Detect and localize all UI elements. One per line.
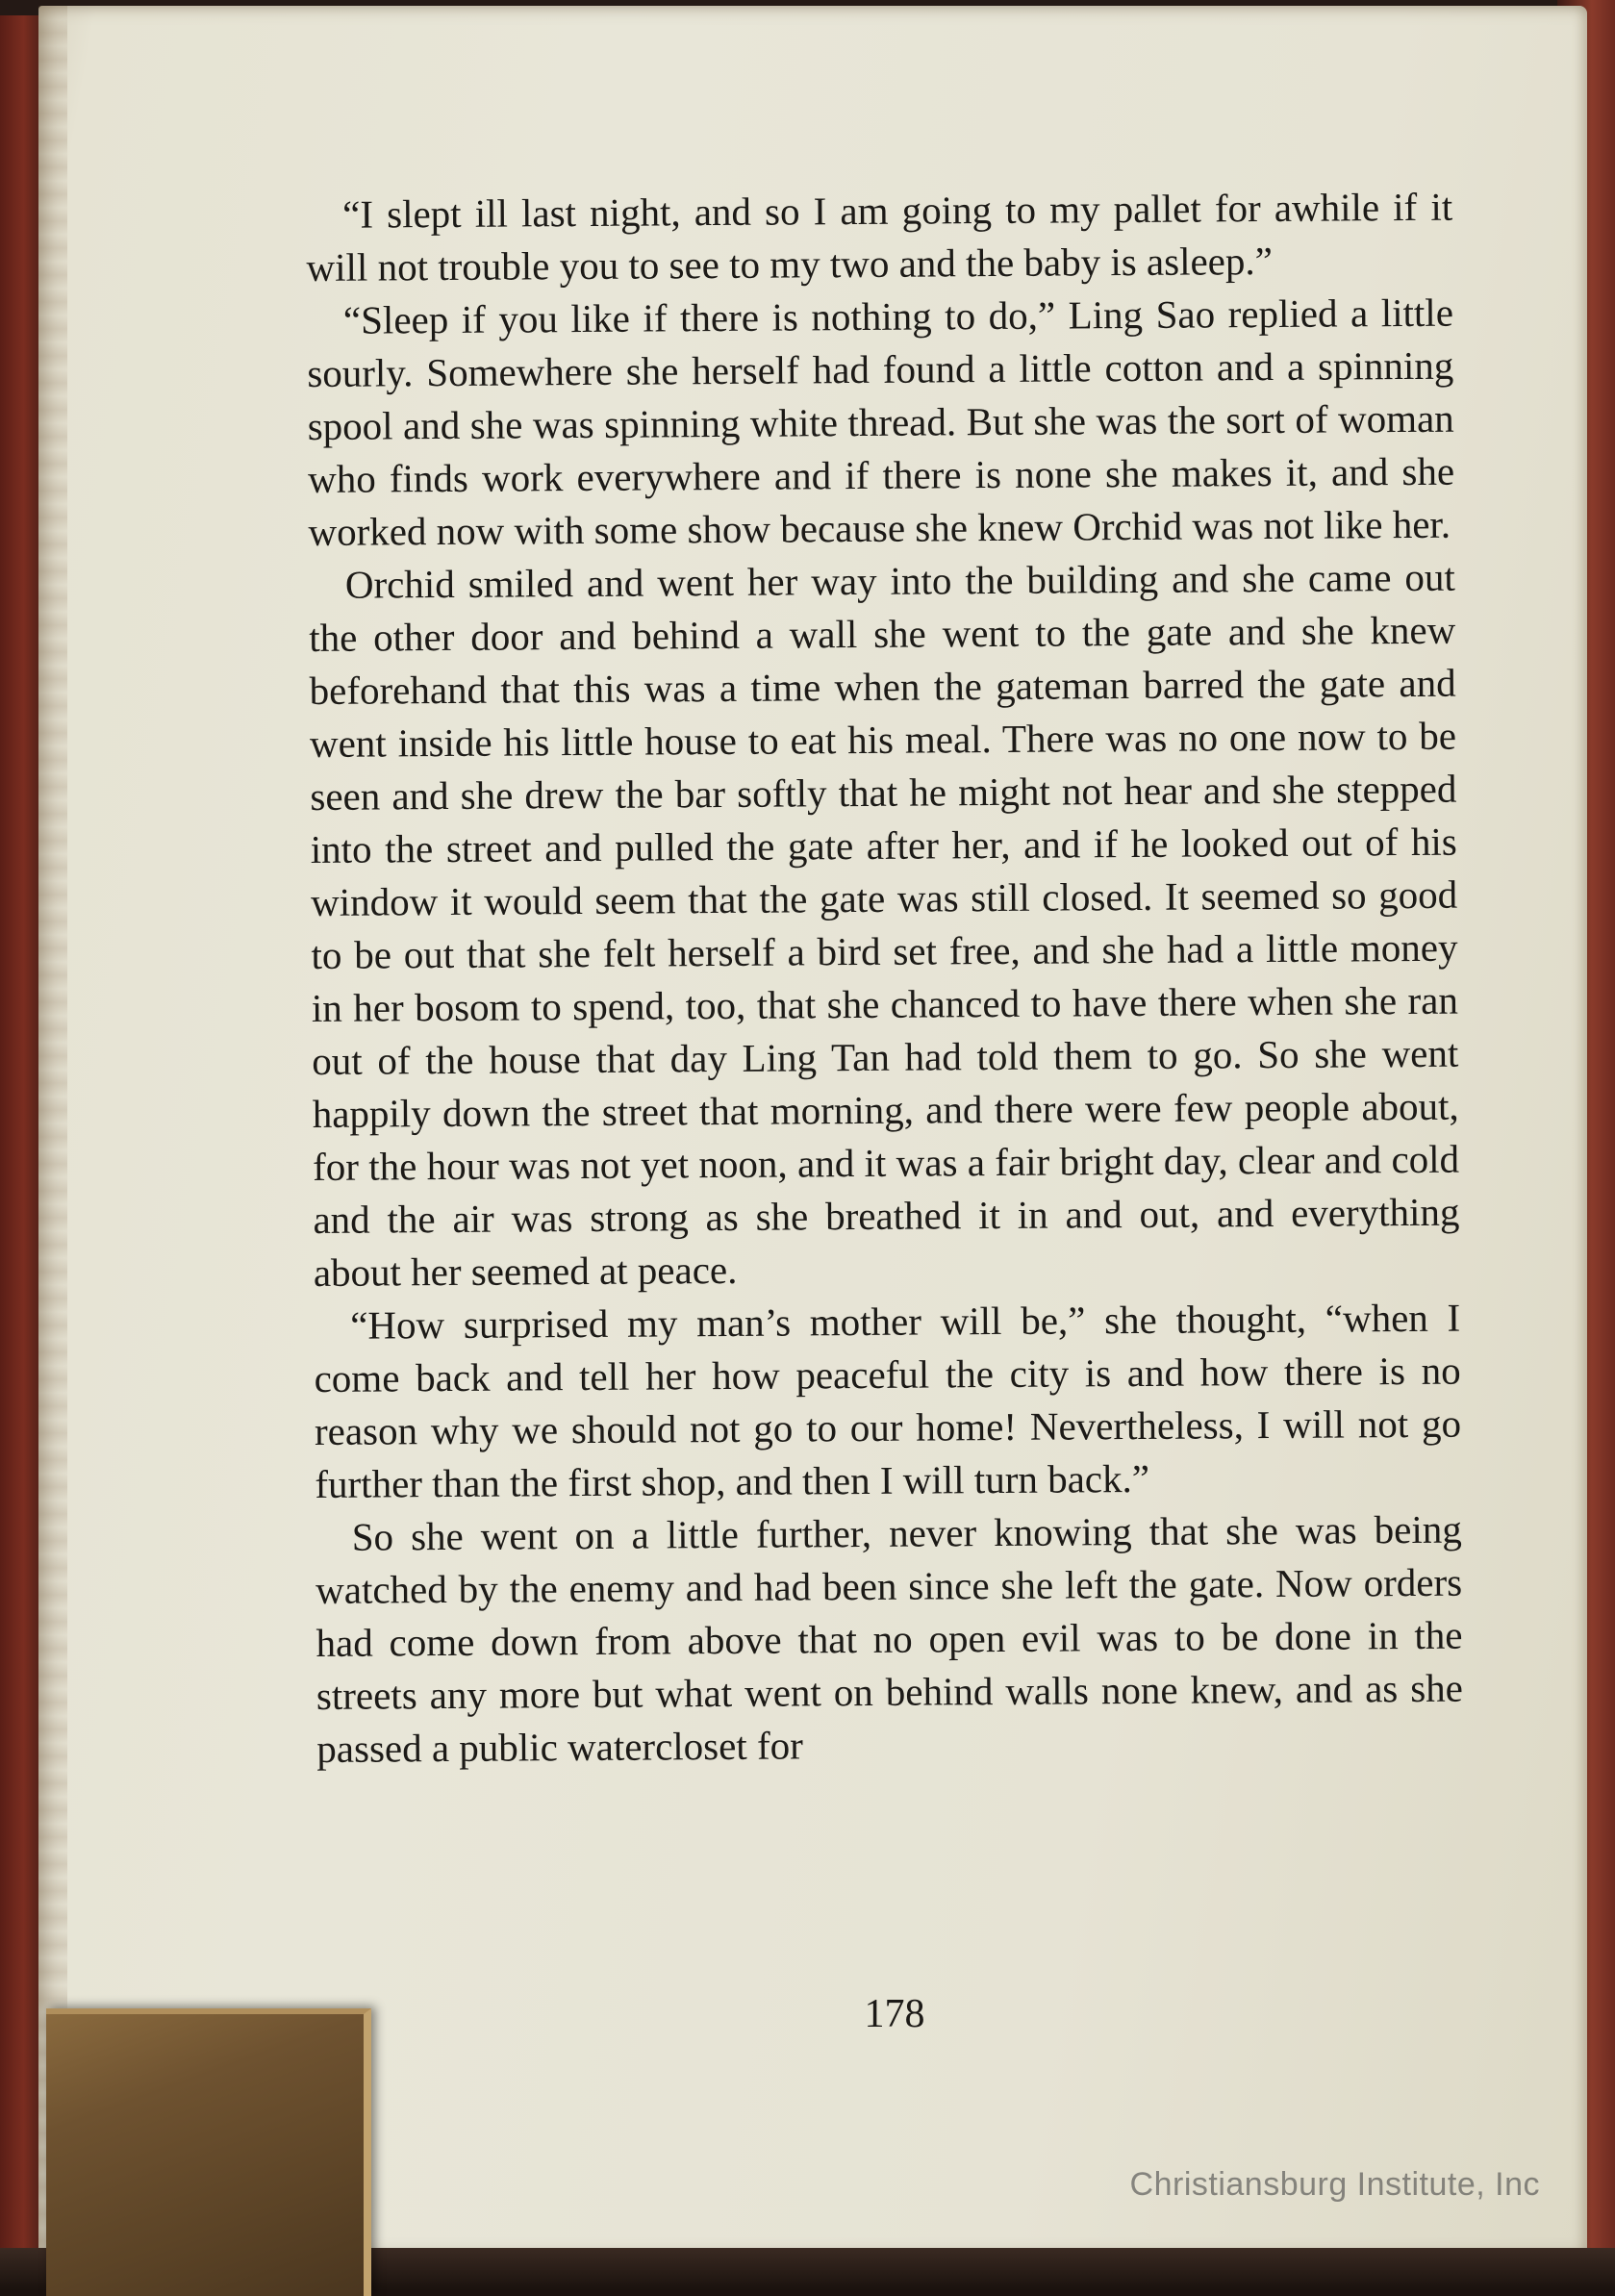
book-flap (46, 2008, 371, 2296)
paragraph: “How surprised my man’s mother will be,” she thought, “when I come back and tell her how peaceful the city is and how there is no reason why we should not go to our home! Nevertheless, I will not go further than the first shop, and then I will turn back.” (314, 1295, 1462, 1506)
paragraph: “I slept ill last night, and so I am going to my pallet for awhile if it will not trouble you to see to my two and the baby is asleep.” (306, 184, 1453, 290)
paragraph: So she went on a little further, never knowing that she was being watched by the enemy and had been since she left the gate. Now orders had come down from above that no open evil was to be done in the streets any more but what went on behind walls none knew, and as she passed a public watercloset for (315, 1506, 1464, 1771)
page-text (306, 181, 1463, 1776)
page-number: 178 (864, 1992, 925, 2036)
paragraph: “Sleep if you like if there is nothing to do,” Ling Sao replied a little sourly. Somewhere she herself had found a little cotton and a spinning spool and she was spinning white thread. But she was the sort of woman who finds work everywhere and if there is none she makes it, and she worked now with some show because she knew Orchid was not like her. (307, 290, 1455, 554)
page-gutter (38, 6, 67, 2257)
paragraph: Orchid smiled and went her way into the building and she came out the other door and behind a wall she went to the gate and she knew beforehand that this was a time when the gateman barred the gate and went inside his little house to eat his meal. There was no one now to be seen and she drew the bar softly that he might not hear and she stepped into the street and pulled the gate after her, and if he looked out of his window it would seem that the gate was still closed. It seemed so good to be out that she felt herself a bird set free, and she had a little money in her bosom to spend, too, that she chanced to have there when she ran out of the house that day Ling Tan had told them to go. So she went happily down the street that morning, and there were few people about, for the hour was not yet noon, and it was a fair bright day, clear and cold and the air was strong as she breathed it in and out, and everything about her seemed at peace. (309, 554, 1460, 1295)
watermark: Christiansburg Institute, Inc (1129, 2166, 1540, 2203)
